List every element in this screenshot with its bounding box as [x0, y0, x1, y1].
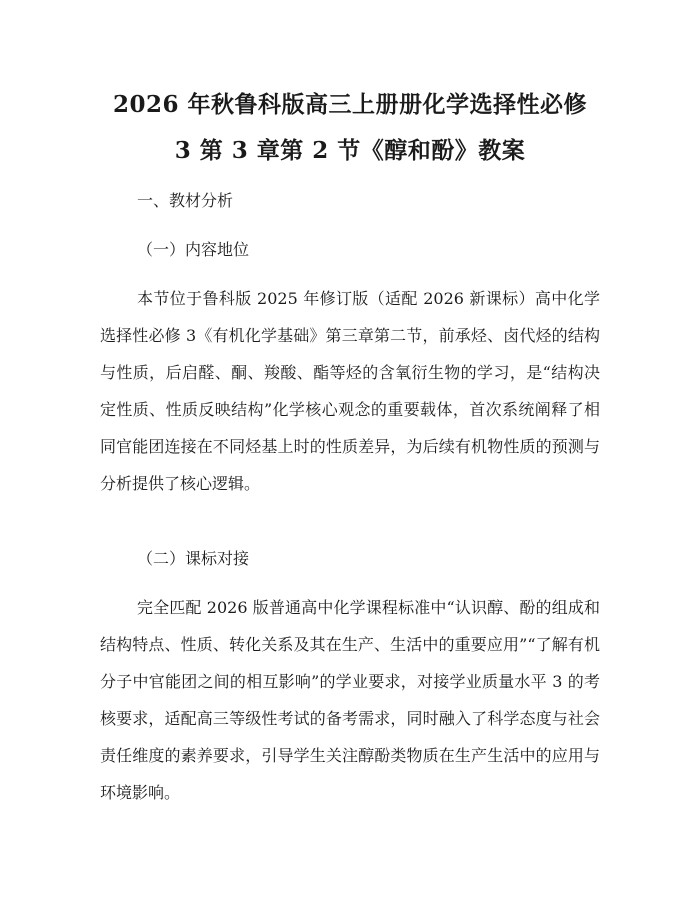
subsection-heading-content-position: （一）内容地位: [137, 240, 250, 259]
title-line-1: 2026 年秋鲁科版高三上册册化学选择性必修: [112, 91, 588, 118]
paragraph-content-position: 本节位于鲁科版 2025 年修订版（适配 2026 新课标）高中化学选择性必修 3《有机化学基础》第三章第二节，前承烃、卤代烃的结构与性质，后启醛、酮、羧酸、酯等烃的含氧衍生物的学习，是“结构决定性质、性质反映结构”化学核心观念的重要载体，首次系统阐释了相同官能团连接在不同烃基上时的性质差异，为后续有机物性质的预测与分析提供了核心逻辑。: [100, 289, 600, 493]
subsection-heading-curriculum-alignment: （二）课标对接: [137, 549, 250, 568]
paragraph-curriculum-alignment: 完全匹配 2026 版普通高中化学课程标准中“认识醇、酚的组成和结构特点、性质、转化关系及其在生产、生活中的重要应用”“了解有机分子中官能团之间的相互影响”的学业要求，对接学业质量水平 3 的考核要求，适配高三等级性考试的备考需求，同时融入了科学态度与社会责任维度的素养要求，引导学生关注醇酚类物质在生产生活中的应用与环境影响。: [100, 598, 600, 802]
section-heading-textbook-analysis: 一、教材分析: [137, 191, 234, 210]
title-line-2: 3 第 3 章第 2 节《醇和酚》教案: [174, 137, 526, 164]
document-title: [100, 0, 600, 174]
